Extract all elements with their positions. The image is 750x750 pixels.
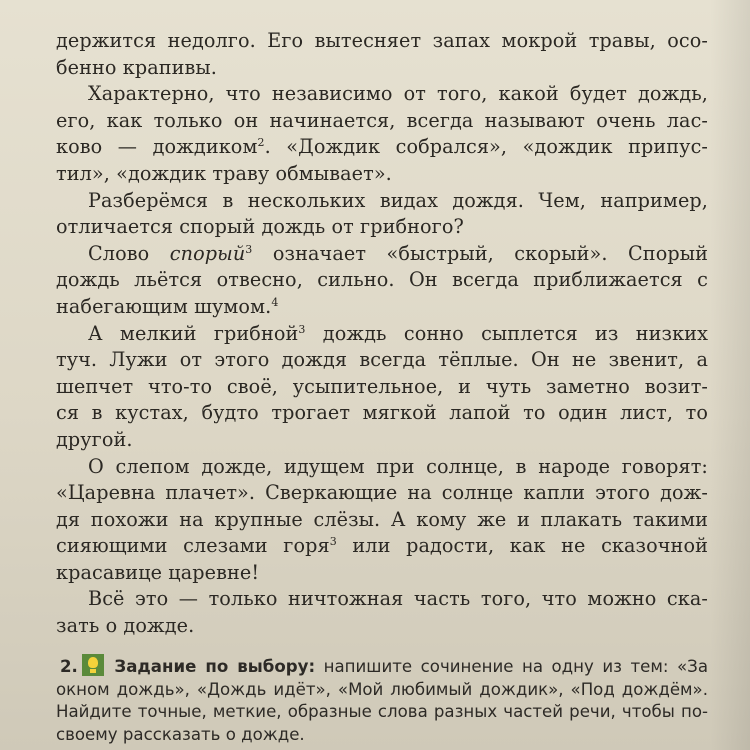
task-line: своему рассказать о дожде. xyxy=(56,724,305,744)
paragraph-4 xyxy=(56,321,708,454)
text-line: красавице царевне! xyxy=(56,560,260,584)
text-fragment: или радости, как не сказочной xyxy=(336,534,708,558)
task-number: 2. xyxy=(60,657,78,676)
text-fragment: набегающим шумом. xyxy=(56,294,272,318)
text-line: держится недолго. Его вытесняет запах мокрой травы, осо- xyxy=(56,29,708,52)
body-text xyxy=(56,28,708,640)
text-line: тил», «дождик траву обмывает». xyxy=(56,161,392,185)
text-line: бенно крапивы. xyxy=(56,55,217,79)
footnote-mark: 3 xyxy=(245,242,253,256)
text-line xyxy=(56,533,708,560)
text-fragment: сияющими слезами горя xyxy=(56,534,330,558)
text-line: Разберёмся в нескольких видах дождя. Чем, например, xyxy=(88,188,708,212)
text-line xyxy=(56,321,708,348)
paragraph-5 xyxy=(56,454,708,587)
footnote-mark: 4 xyxy=(271,295,279,309)
footnote-mark: 3 xyxy=(329,535,337,549)
paragraph-6 xyxy=(56,586,708,639)
text-line: дя похожи на крупные слёзы. А кому же и плакать такими xyxy=(56,507,708,531)
task-line: окном дождь», «Дождь идёт», «Мой любимый дождик», «Под дождём». xyxy=(56,679,708,699)
text-line xyxy=(56,241,708,268)
footnote-mark: 3 xyxy=(298,322,306,336)
emphasized-word: спорый xyxy=(169,241,246,265)
text-line: его, как только он начинается, всегда называют очень лас- xyxy=(56,108,708,132)
text-fragment: означает «быстрый, скорый». Спорый xyxy=(252,241,708,265)
text-line xyxy=(56,294,708,321)
text-line: другой. xyxy=(56,427,133,451)
text-line: Всё это — только ничтожная часть того, что можно ска- xyxy=(88,587,708,611)
text-line: шепчет что-то своё, усыпительное, и чуть заметно возит- xyxy=(56,374,708,398)
assignment-block xyxy=(56,654,708,746)
text-line: ся в кустах, будто трогает мягкой лапой то один лист, то xyxy=(56,401,708,425)
text-fragment: А мелкий грибной xyxy=(88,321,299,345)
text-line: зать о дожде. xyxy=(56,614,195,638)
text-fragment: ково — дождиком xyxy=(56,135,258,159)
lightbulb-icon xyxy=(82,654,104,676)
paragraph-2 xyxy=(56,188,708,241)
text-line: дождь льётся отвесно, сильно. Он всегда приближается с xyxy=(56,268,708,292)
text-line: отличается спорый дождь от грибного? xyxy=(56,215,464,239)
text-line: туч. Лужи от этого дождя всегда тёплые. Он не звенит, а xyxy=(56,348,708,372)
text-line: Характерно, что независимо от того, какой будет дождь, xyxy=(88,82,708,106)
text-line xyxy=(56,134,708,161)
task-label: Задание по выбору: xyxy=(114,657,316,676)
paragraph-3 xyxy=(56,241,708,321)
text-line: О слепом дожде, идущем при солнце, в народе говорят: xyxy=(88,454,708,478)
paragraph-1 xyxy=(56,81,708,187)
task-line: Найдите точные, меткие, образные слова разных частей речи, чтобы по- xyxy=(56,702,708,722)
task-line xyxy=(56,654,708,679)
text-fragment: . «Дождик собрался», «дождик припус- xyxy=(264,135,709,159)
paragraph-0 xyxy=(56,28,708,81)
text-fragment: Слово xyxy=(88,241,170,265)
page-shadow xyxy=(710,0,750,750)
text-line: «Царевна плачет». Сверкающие на солнце капли этого дож- xyxy=(56,481,708,505)
footnote-mark: 2 xyxy=(257,136,265,150)
text-fragment: дождь сонно сыплется из низких xyxy=(305,321,708,345)
task-text: напишите сочинение на одну из тем: «За xyxy=(315,657,708,676)
